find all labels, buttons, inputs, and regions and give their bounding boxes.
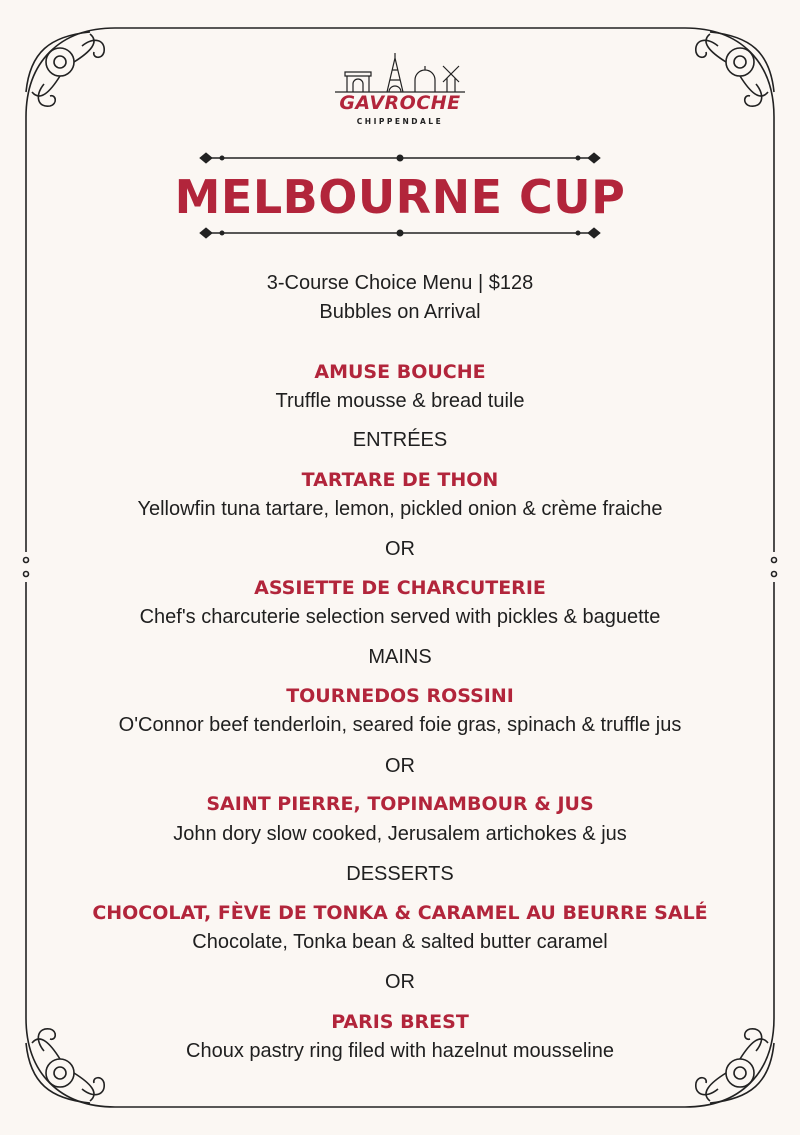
or-separator: OR bbox=[385, 971, 415, 993]
logo-location: CHIPPENDALE bbox=[356, 117, 444, 126]
dish-description: Choux pastry ring filed with hazelnut mousseline bbox=[186, 1040, 614, 1062]
dish-description: O'Connor beef tenderloin, seared foie gras, spinach & truffle jus bbox=[118, 714, 682, 736]
dish-title: PARIS BREST bbox=[331, 1011, 469, 1033]
dish-title: AMUSE BOUCHE bbox=[314, 361, 486, 383]
menu-price-line: 3-Course Choice Menu | $128 bbox=[266, 272, 534, 294]
page-title: MELBOURNE CUP bbox=[174, 170, 626, 224]
logo-wordmark: GAVROCHE bbox=[339, 92, 461, 114]
dish-description: John dory slow cooked, Jerusalem artichokes & jus bbox=[173, 823, 627, 845]
course-heading: DESSERTS bbox=[346, 863, 454, 885]
dish-title: CHOCOLAT, FÈVE DE TONKA & CARAMEL AU BEURRE SALÉ bbox=[92, 902, 708, 924]
dish-description: Chocolate, Tonka bean & salted butter caramel bbox=[192, 931, 608, 953]
dish-description: Chef's charcuterie selection served with pickles & baguette bbox=[139, 606, 661, 628]
dish-title: SAINT PIERRE, TOPINAMBOUR & JUS bbox=[206, 793, 594, 815]
restaurant-logo bbox=[330, 52, 470, 137]
paris-skyline-icon bbox=[335, 52, 465, 94]
or-separator: OR bbox=[385, 755, 415, 777]
course-heading: ENTRÉES bbox=[352, 429, 448, 451]
course-heading: MAINS bbox=[368, 646, 432, 668]
dish-title: ASSIETTE DE CHARCUTERIE bbox=[254, 577, 546, 599]
dish-description: Yellowfin tuna tartare, lemon, pickled onion & crème fraiche bbox=[137, 498, 663, 520]
title-rule-bottom bbox=[198, 226, 602, 240]
title-rule-top bbox=[198, 151, 602, 165]
arrival-line: Bubbles on Arrival bbox=[319, 301, 481, 323]
dish-title: TARTARE DE THON bbox=[301, 469, 499, 491]
dish-title: TOURNEDOS ROSSINI bbox=[286, 685, 514, 707]
dish-description: Truffle mousse & bread tuile bbox=[275, 390, 525, 412]
or-separator: OR bbox=[385, 538, 415, 560]
